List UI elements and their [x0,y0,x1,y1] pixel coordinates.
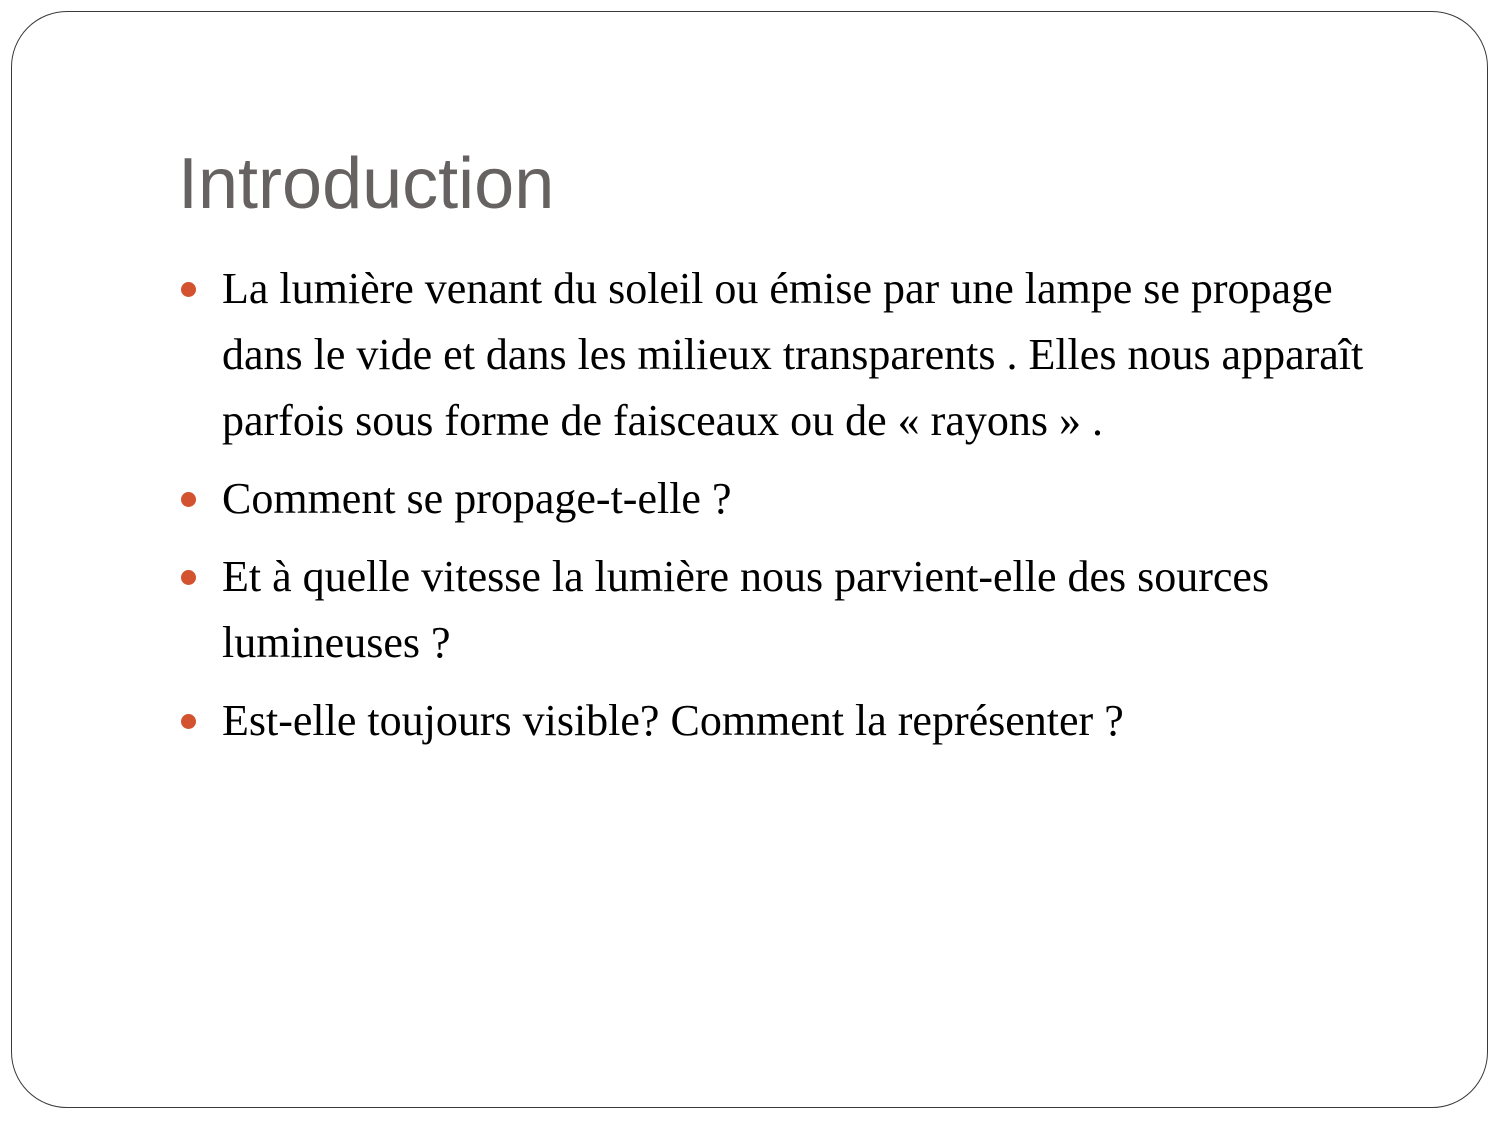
bullet-item [178,544,1408,676]
bullet-dot-icon [181,282,196,297]
slide-frame [11,11,1488,1108]
bullet-text: Est-elle toujours visible? Comment la représenter ? [222,696,1124,745]
bullet-list [178,256,1408,766]
bullet-text: Et à quelle vitesse la lumière nous parvient-elle des sources lumineuses ? [222,552,1270,667]
bullet-item [178,688,1408,754]
bullet-text: La lumière venant du soleil ou émise par une lampe se propage dans le vide et dans les milieux transparents . Elles nous apparaît parfois sous forme de faisceaux ou de « rayons » . [222,264,1364,445]
bullet-dot-icon [181,492,196,507]
slide-title: Introduction [178,144,555,224]
bullet-text: Comment se propage-t-elle ? [222,474,732,523]
bullet-dot-icon [181,714,196,729]
bullet-item [178,256,1408,454]
bullet-item [178,466,1408,532]
bullet-dot-icon [181,570,196,585]
